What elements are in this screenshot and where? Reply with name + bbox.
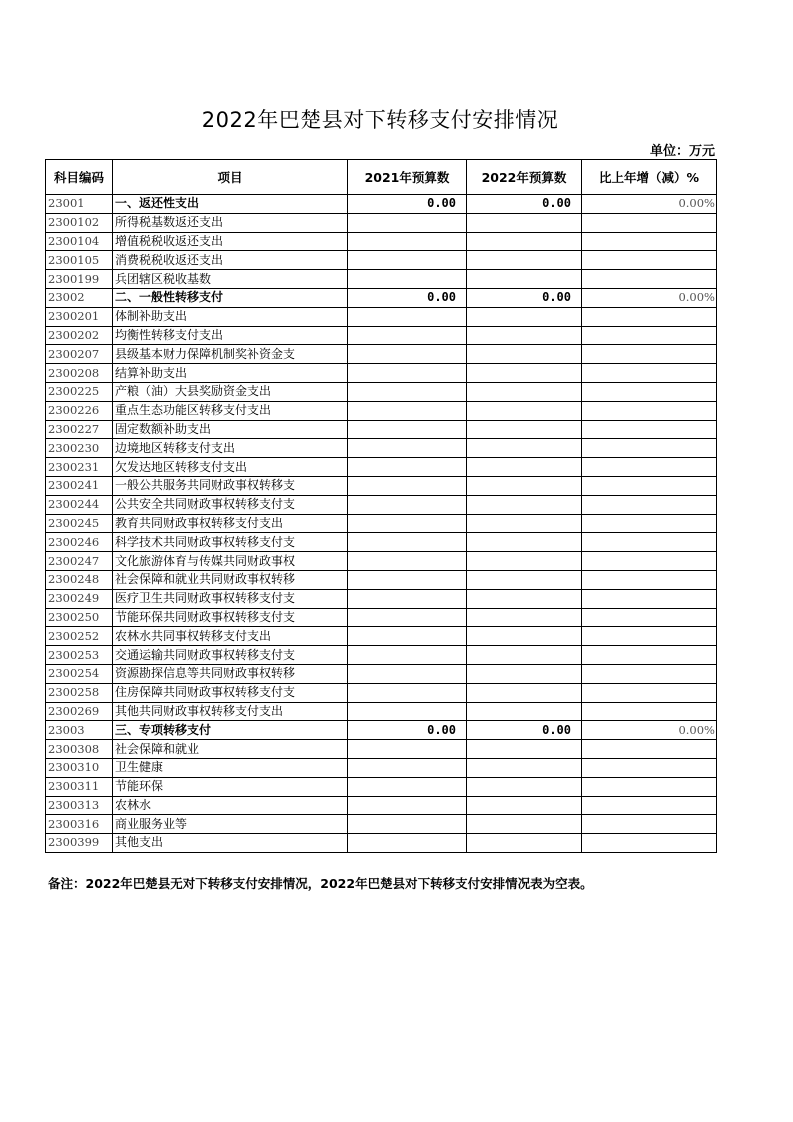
cell-change-pct xyxy=(582,345,717,364)
cell-2022-budget xyxy=(467,326,582,345)
table-row xyxy=(46,495,717,514)
cell-change-pct: 0.00% xyxy=(582,288,717,307)
cell-change-pct xyxy=(582,608,717,627)
table-body xyxy=(46,195,717,853)
table-row xyxy=(46,777,717,796)
table-row xyxy=(46,796,717,815)
cell-change-pct xyxy=(582,495,717,514)
cell-code: 2300258 xyxy=(46,683,113,702)
header-item: 项目 xyxy=(113,160,348,195)
table-row xyxy=(46,721,717,740)
cell-item: 所得税基数返还支出 xyxy=(113,213,348,232)
cell-2022-budget xyxy=(467,251,582,270)
cell-2022-budget xyxy=(467,627,582,646)
cell-2022-budget xyxy=(467,815,582,834)
cell-change-pct xyxy=(582,420,717,439)
cell-2022-budget xyxy=(467,664,582,683)
cell-item: 体制补助支出 xyxy=(113,307,348,326)
table-row xyxy=(46,702,717,721)
cell-code: 2300227 xyxy=(46,420,113,439)
cell-code: 2300102 xyxy=(46,213,113,232)
cell-change-pct xyxy=(582,307,717,326)
cell-code: 2300313 xyxy=(46,796,113,815)
cell-2021-budget xyxy=(348,232,467,251)
cell-item: 均衡性转移支付支出 xyxy=(113,326,348,345)
cell-2021-budget xyxy=(348,627,467,646)
cell-code: 2300253 xyxy=(46,646,113,665)
cell-2021-budget xyxy=(348,476,467,495)
cell-item: 公共安全共同财政事权转移支付支 xyxy=(113,495,348,514)
cell-code: 2300248 xyxy=(46,570,113,589)
cell-item: 节能环保 xyxy=(113,777,348,796)
cell-code: 2300226 xyxy=(46,401,113,420)
table-row xyxy=(46,570,717,589)
cell-2022-budget xyxy=(467,646,582,665)
cell-2022-budget xyxy=(467,514,582,533)
cell-2021-budget xyxy=(348,514,467,533)
cell-item: 兵团辖区税收基数 xyxy=(113,270,348,289)
cell-code: 2300245 xyxy=(46,514,113,533)
cell-2022-budget xyxy=(467,458,582,477)
cell-item: 资源勘探信息等共同财政事权转移 xyxy=(113,664,348,683)
table-row xyxy=(46,514,717,533)
cell-change-pct: 0.00% xyxy=(582,195,717,214)
table-row xyxy=(46,439,717,458)
cell-change-pct xyxy=(582,664,717,683)
header-code: 科目编码 xyxy=(46,160,113,195)
cell-2021-budget xyxy=(348,608,467,627)
cell-item: 边境地区转移支付支出 xyxy=(113,439,348,458)
cell-2021-budget xyxy=(348,815,467,834)
cell-item: 农林水 xyxy=(113,796,348,815)
cell-change-pct xyxy=(582,758,717,777)
transfer-payment-table xyxy=(45,159,717,853)
cell-2021-budget xyxy=(348,740,467,759)
cell-2022-budget: 0.00 xyxy=(467,721,582,740)
cell-code: 2300202 xyxy=(46,326,113,345)
cell-item: 增值税税收返还支出 xyxy=(113,232,348,251)
cell-2022-budget xyxy=(467,552,582,571)
cell-2021-budget xyxy=(348,533,467,552)
cell-code: 2300254 xyxy=(46,664,113,683)
cell-2022-budget xyxy=(467,834,582,853)
table-row xyxy=(46,815,717,834)
cell-2021-budget xyxy=(348,382,467,401)
cell-item: 卫生健康 xyxy=(113,758,348,777)
cell-change-pct xyxy=(582,777,717,796)
cell-2022-budget xyxy=(467,495,582,514)
cell-2021-budget xyxy=(348,345,467,364)
cell-code: 2300269 xyxy=(46,702,113,721)
cell-item: 消费税税收返还支出 xyxy=(113,251,348,270)
cell-code: 2300225 xyxy=(46,382,113,401)
cell-change-pct xyxy=(582,740,717,759)
cell-2022-budget xyxy=(467,533,582,552)
cell-2022-budget xyxy=(467,570,582,589)
cell-code: 2300308 xyxy=(46,740,113,759)
cell-change-pct xyxy=(582,514,717,533)
cell-change-pct xyxy=(582,401,717,420)
cell-2022-budget xyxy=(467,382,582,401)
cell-2022-budget xyxy=(467,683,582,702)
cell-2022-budget xyxy=(467,232,582,251)
cell-item: 固定数额补助支出 xyxy=(113,420,348,439)
cell-change-pct xyxy=(582,570,717,589)
table-row xyxy=(46,476,717,495)
cell-change-pct xyxy=(582,834,717,853)
cell-change-pct xyxy=(582,533,717,552)
cell-code: 2300316 xyxy=(46,815,113,834)
cell-2022-budget xyxy=(467,439,582,458)
cell-code: 2300311 xyxy=(46,777,113,796)
cell-2022-budget xyxy=(467,796,582,815)
cell-item: 其他共同财政事权转移支付支出 xyxy=(113,702,348,721)
table-row xyxy=(46,288,717,307)
table-row xyxy=(46,758,717,777)
cell-2022-budget xyxy=(467,364,582,383)
cell-item: 三、专项转移支付 xyxy=(113,721,348,740)
cell-2021-budget xyxy=(348,326,467,345)
cell-item: 二、一般性转移支付 xyxy=(113,288,348,307)
cell-change-pct xyxy=(582,552,717,571)
cell-change-pct xyxy=(582,683,717,702)
table-row xyxy=(46,627,717,646)
cell-change-pct xyxy=(582,364,717,383)
header-2022-budget: 2022年预算数 xyxy=(467,160,582,195)
cell-item: 交通运输共同财政事权转移支付支 xyxy=(113,646,348,665)
table-row xyxy=(46,345,717,364)
cell-2021-budget xyxy=(348,683,467,702)
cell-2022-budget xyxy=(467,476,582,495)
table-row xyxy=(46,608,717,627)
cell-2022-budget xyxy=(467,740,582,759)
footnote: 备注：2022年巴楚县无对下转移支付安排情况，2022年巴楚县对下转移支付安排情况表为空表。 xyxy=(48,876,593,891)
cell-item: 文化旅游体育与传媒共同财政事权 xyxy=(113,552,348,571)
cell-2021-budget xyxy=(348,570,467,589)
cell-2021-budget xyxy=(348,364,467,383)
cell-2021-budget xyxy=(348,439,467,458)
cell-item: 科学技术共同财政事权转移支付支 xyxy=(113,533,348,552)
cell-item: 产粮（油）大县奖励资金支出 xyxy=(113,382,348,401)
table-row xyxy=(46,683,717,702)
cell-change-pct xyxy=(582,326,717,345)
cell-2021-budget xyxy=(348,270,467,289)
cell-code: 23002 xyxy=(46,288,113,307)
table-row xyxy=(46,589,717,608)
cell-code: 2300247 xyxy=(46,552,113,571)
cell-2021-budget xyxy=(348,307,467,326)
table-row xyxy=(46,420,717,439)
cell-item: 农林水共同事权转移支付支出 xyxy=(113,627,348,646)
cell-2021-budget xyxy=(348,664,467,683)
cell-2021-budget xyxy=(348,777,467,796)
cell-2021-budget xyxy=(348,589,467,608)
cell-item: 结算补助支出 xyxy=(113,364,348,383)
cell-item: 医疗卫生共同财政事权转移支付支 xyxy=(113,589,348,608)
cell-code: 2300246 xyxy=(46,533,113,552)
cell-code: 2300241 xyxy=(46,476,113,495)
cell-2021-budget xyxy=(348,251,467,270)
cell-change-pct xyxy=(582,646,717,665)
cell-2021-budget xyxy=(348,213,467,232)
cell-2021-budget xyxy=(348,458,467,477)
cell-change-pct xyxy=(582,270,717,289)
cell-2021-budget xyxy=(348,552,467,571)
cell-item: 社会保障和就业 xyxy=(113,740,348,759)
table-row xyxy=(46,195,717,214)
table-row xyxy=(46,834,717,853)
cell-code: 2300199 xyxy=(46,270,113,289)
cell-2022-budget xyxy=(467,758,582,777)
cell-item: 商业服务业等 xyxy=(113,815,348,834)
cell-2022-budget: 0.00 xyxy=(467,195,582,214)
cell-change-pct: 0.00% xyxy=(582,721,717,740)
cell-code: 2300104 xyxy=(46,232,113,251)
page-title: 2022年巴楚县对下转移支付安排情况 xyxy=(201,108,559,132)
table-row xyxy=(46,646,717,665)
cell-item: 重点生态功能区转移支付支出 xyxy=(113,401,348,420)
cell-code: 2300310 xyxy=(46,758,113,777)
cell-code: 2300105 xyxy=(46,251,113,270)
cell-item: 节能环保共同财政事权转移支付支 xyxy=(113,608,348,627)
cell-item: 县级基本财力保障机制奖补资金支 xyxy=(113,345,348,364)
cell-2021-budget xyxy=(348,495,467,514)
cell-2022-budget xyxy=(467,401,582,420)
cell-change-pct xyxy=(582,589,717,608)
cell-change-pct xyxy=(582,439,717,458)
cell-2022-budget xyxy=(467,420,582,439)
cell-code: 2300230 xyxy=(46,439,113,458)
table-row xyxy=(46,213,717,232)
cell-item: 欠发达地区转移支付支出 xyxy=(113,458,348,477)
cell-2022-budget xyxy=(467,702,582,721)
table-row xyxy=(46,533,717,552)
cell-change-pct xyxy=(582,458,717,477)
cell-2022-budget xyxy=(467,307,582,326)
cell-change-pct xyxy=(582,382,717,401)
cell-2021-budget xyxy=(348,420,467,439)
table-row xyxy=(46,232,717,251)
cell-change-pct xyxy=(582,232,717,251)
cell-2022-budget xyxy=(467,345,582,364)
cell-code: 23003 xyxy=(46,721,113,740)
cell-change-pct xyxy=(582,627,717,646)
header-2021-budget: 2021年预算数 xyxy=(348,160,467,195)
cell-change-pct xyxy=(582,796,717,815)
cell-change-pct xyxy=(582,213,717,232)
cell-code: 2300399 xyxy=(46,834,113,853)
table-row xyxy=(46,740,717,759)
cell-code: 2300244 xyxy=(46,495,113,514)
table-row xyxy=(46,552,717,571)
cell-code: 2300201 xyxy=(46,307,113,326)
cell-code: 2300252 xyxy=(46,627,113,646)
cell-2022-budget xyxy=(467,608,582,627)
table-row xyxy=(46,664,717,683)
cell-change-pct xyxy=(582,702,717,721)
cell-change-pct xyxy=(582,476,717,495)
cell-2022-budget: 0.00 xyxy=(467,288,582,307)
cell-2021-budget: 0.00 xyxy=(348,195,467,214)
cell-2021-budget xyxy=(348,834,467,853)
cell-item: 教育共同财政事权转移支付支出 xyxy=(113,514,348,533)
cell-item: 其他支出 xyxy=(113,834,348,853)
cell-2021-budget: 0.00 xyxy=(348,721,467,740)
cell-2022-budget xyxy=(467,213,582,232)
table-row xyxy=(46,364,717,383)
cell-change-pct xyxy=(582,815,717,834)
unit-label: 单位：万元 xyxy=(649,144,715,159)
cell-2021-budget: 0.00 xyxy=(348,288,467,307)
cell-change-pct xyxy=(582,251,717,270)
table-header-row xyxy=(46,160,717,195)
cell-item: 一般公共服务共同财政事权转移支 xyxy=(113,476,348,495)
cell-item: 社会保障和就业共同财政事权转移 xyxy=(113,570,348,589)
cell-2022-budget xyxy=(467,589,582,608)
table-row xyxy=(46,307,717,326)
table-row xyxy=(46,458,717,477)
cell-item: 一、返还性支出 xyxy=(113,195,348,214)
cell-code: 2300207 xyxy=(46,345,113,364)
cell-code: 2300249 xyxy=(46,589,113,608)
cell-2021-budget xyxy=(348,401,467,420)
table-row xyxy=(46,401,717,420)
header-change-pct: 比上年增（减）% xyxy=(582,160,717,195)
cell-2021-budget xyxy=(348,758,467,777)
cell-code: 2300250 xyxy=(46,608,113,627)
table-row xyxy=(46,326,717,345)
cell-item: 住房保障共同财政事权转移支付支 xyxy=(113,683,348,702)
cell-2021-budget xyxy=(348,702,467,721)
cell-2022-budget xyxy=(467,270,582,289)
cell-2021-budget xyxy=(348,796,467,815)
cell-2021-budget xyxy=(348,646,467,665)
table-row xyxy=(46,270,717,289)
cell-code: 2300231 xyxy=(46,458,113,477)
table-row xyxy=(46,251,717,270)
cell-code: 2300208 xyxy=(46,364,113,383)
table-row xyxy=(46,382,717,401)
cell-code: 23001 xyxy=(46,195,113,214)
cell-2022-budget xyxy=(467,777,582,796)
